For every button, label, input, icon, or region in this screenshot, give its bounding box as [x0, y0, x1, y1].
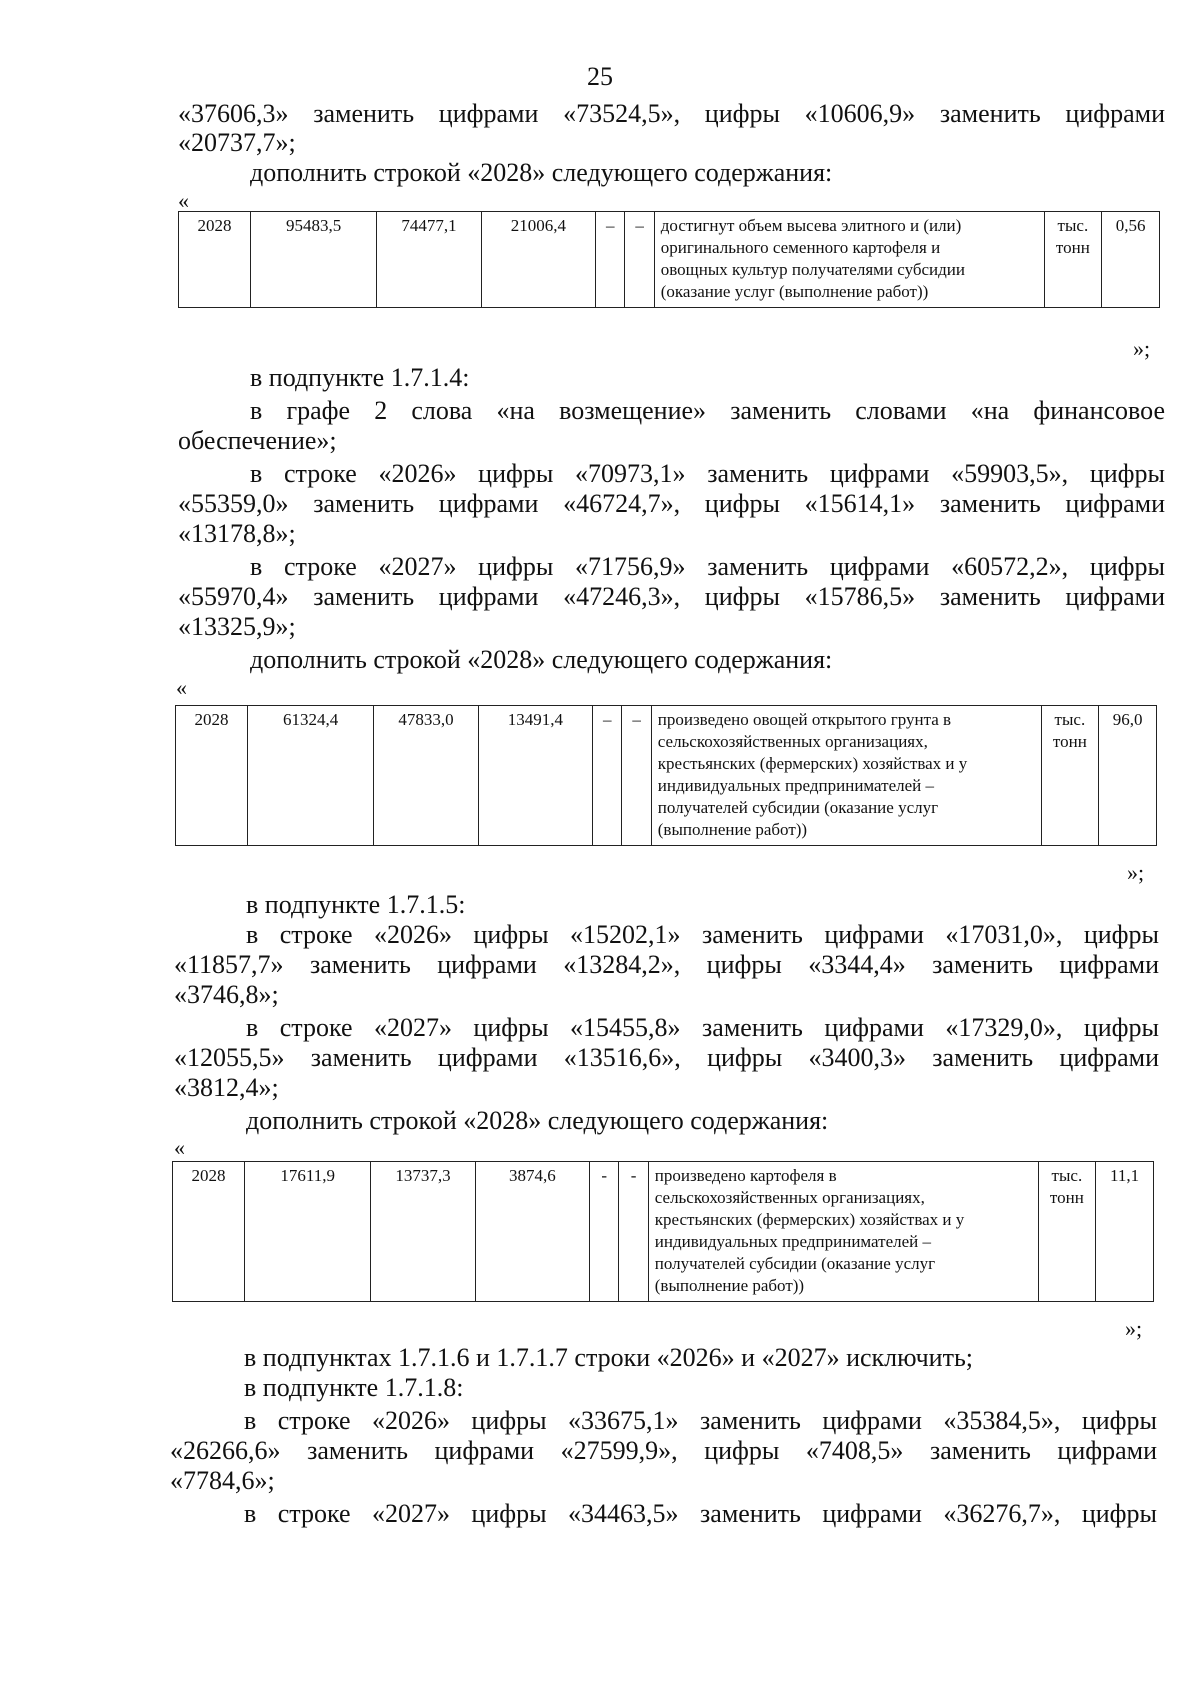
- text-line: в подпункте 1.7.1.5:: [246, 890, 466, 919]
- text-line: обеспечение»;: [178, 426, 337, 455]
- text-line: «12055,5» заменить цифрами «13516,6», цифры «3400,3» заменить цифрами: [174, 1043, 1159, 1072]
- close-quote: »;: [1125, 1316, 1143, 1341]
- description-line: оригинального семенного картофеля и: [660, 238, 941, 257]
- dash-cell: –: [622, 706, 651, 846]
- text-line: «55970,4» заменить цифрами «47246,3», цифры «15786,5» заменить цифрами: [178, 582, 1165, 611]
- description-line: произведено картофеля в: [654, 1166, 837, 1185]
- text-line: дополнить строкой «2028» следующего содержания:: [246, 1106, 829, 1135]
- year-cell: 2028: [176, 706, 248, 846]
- description-line: крестьянских (фермерских) хозяйствах и у: [654, 1210, 965, 1229]
- text-line: в строке «2027» цифры «15455,8» заменить цифрами «17329,0», цифры: [246, 1013, 1159, 1042]
- text-line: в строке «2026» цифры «70973,1» заменить цифрами «59903,5», цифры: [250, 459, 1165, 488]
- description-line: (выполнение работ)): [654, 1276, 805, 1295]
- close-quote: »;: [1127, 860, 1145, 885]
- value-cell: 3874,6: [475, 1162, 589, 1302]
- dash-cell: –: [596, 212, 625, 308]
- value-cell: 21006,4: [481, 212, 595, 308]
- text-line: в подпункте 1.7.1.4:: [250, 363, 470, 392]
- text-line: «3812,4»;: [174, 1073, 279, 1102]
- unit-cell: [1041, 706, 1099, 846]
- value-cell: 47833,0: [374, 706, 478, 846]
- description-line: достигнут объем высева элитного и (или): [660, 216, 962, 235]
- description-line: произведено овощей открытого грунта в: [657, 710, 952, 729]
- description-line: (оказание услуг (выполнение работ)): [660, 282, 929, 301]
- value-cell: 13737,3: [371, 1162, 475, 1302]
- table-row: [173, 1162, 1154, 1302]
- year-cell: 2028: [173, 1162, 245, 1302]
- unit-line: тыс.: [1051, 1166, 1083, 1185]
- table-row: [179, 212, 1160, 308]
- insert-table-1: [178, 211, 1160, 308]
- text-line: в строке «2027» цифры «71756,9» заменить цифрами «60572,2», цифры: [250, 552, 1165, 581]
- unit-line: тыс.: [1057, 216, 1089, 235]
- unit-line: тонн: [1055, 238, 1090, 257]
- description-line: крестьянских (фермерских) хозяйствах и у: [657, 754, 968, 773]
- description-cell: [654, 212, 1044, 308]
- table-row: [176, 706, 1157, 846]
- year-cell: 2028: [179, 212, 251, 308]
- description-line: получателей субсидии (оказание услуг: [657, 798, 939, 817]
- description-line: овощных культур получателями субсидии: [660, 260, 965, 279]
- open-quote: «: [174, 1135, 185, 1160]
- text-line: «7784,6»;: [170, 1466, 275, 1495]
- description-line: сельскохозяйственных организациях,: [657, 732, 928, 751]
- description-line: индивидуальных предпринимателей –: [657, 776, 935, 795]
- description-cell: [651, 706, 1041, 846]
- text-line: в графе 2 слова «на возмещение» заменить словами «на финансовое: [250, 396, 1165, 425]
- description-cell: [648, 1162, 1038, 1302]
- description-line: сельскохозяйственных организациях,: [654, 1188, 925, 1207]
- description-line: индивидуальных предпринимателей –: [654, 1232, 932, 1251]
- unit-cell: [1044, 212, 1102, 308]
- text-line: «11857,7» заменить цифрами «13284,2», цифры «3344,4» заменить цифрами: [174, 950, 1159, 979]
- text-line: дополнить строкой «2028» следующего содержания:: [250, 158, 833, 187]
- dash-cell: -: [619, 1162, 648, 1302]
- text-line: «55359,0» заменить цифрами «46724,7», цифры «15614,1» заменить цифрами: [178, 489, 1165, 518]
- description-line: получателей субсидии (оказание услуг: [654, 1254, 936, 1273]
- text-line: в строке «2026» цифры «15202,1» заменить цифрами «17031,0», цифры: [246, 920, 1159, 949]
- description-line: (выполнение работ)): [657, 820, 808, 839]
- dash-cell: –: [593, 706, 622, 846]
- dash-cell: -: [590, 1162, 619, 1302]
- value-cell: 17611,9: [244, 1162, 371, 1302]
- text-line: в подпунктах 1.7.1.6 и 1.7.1.7 строки «2026» и «2027» исключить;: [244, 1343, 974, 1372]
- indicator-value-cell: 96,0: [1099, 706, 1157, 846]
- unit-line: тонн: [1049, 1188, 1084, 1207]
- text-line: в подпункте 1.7.1.8:: [244, 1373, 464, 1402]
- unit-cell: [1038, 1162, 1096, 1302]
- close-quote: »;: [1133, 336, 1151, 361]
- text-line: «13325,9»;: [178, 612, 296, 641]
- text-line: в строке «2026» цифры «33675,1» заменить цифрами «35384,5», цифры: [244, 1406, 1157, 1435]
- dash-cell: –: [625, 212, 654, 308]
- value-cell: 95483,5: [250, 212, 377, 308]
- text-line: «20737,7»;: [178, 128, 296, 157]
- text-line: дополнить строкой «2028» следующего содержания:: [250, 645, 833, 674]
- unit-line: тонн: [1052, 732, 1087, 751]
- text-line: «13178,8»;: [178, 519, 296, 548]
- open-quote: «: [176, 675, 187, 700]
- open-quote: «: [178, 188, 189, 213]
- value-cell: 74477,1: [377, 212, 481, 308]
- text-line: «37606,3» заменить цифрами «73524,5», цифры «10606,9» заменить цифрами: [178, 99, 1165, 128]
- unit-line: тыс.: [1054, 710, 1086, 729]
- indicator-value-cell: 11,1: [1096, 1162, 1154, 1302]
- value-cell: 13491,4: [478, 706, 592, 846]
- indicator-value-cell: 0,56: [1102, 212, 1160, 308]
- value-cell: 61324,4: [247, 706, 374, 846]
- text-line: «3746,8»;: [174, 980, 279, 1009]
- text-line: «26266,6» заменить цифрами «27599,9», цифры «7408,5» заменить цифрами: [170, 1436, 1157, 1465]
- insert-table-3: [172, 1161, 1154, 1302]
- insert-table-2: [175, 705, 1157, 846]
- text-line: в строке «2027» цифры «34463,5» заменить цифрами «36276,7», цифры: [244, 1499, 1157, 1528]
- page-number: 25: [587, 62, 613, 91]
